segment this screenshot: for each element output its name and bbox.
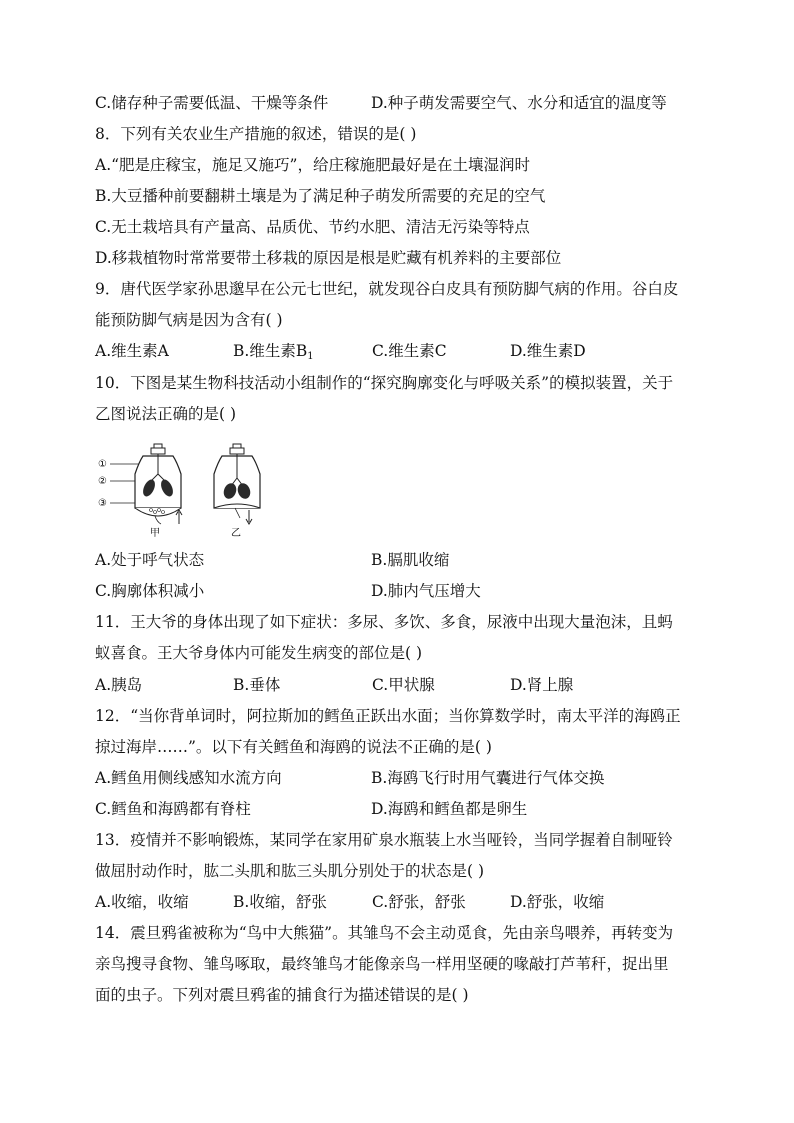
fig-label-2: ②: [98, 476, 107, 487]
q11-option-d: D.肾上腺: [510, 676, 574, 694]
q10-option-a: A.处于呼气状态: [95, 551, 205, 569]
q11-option-a: A.胰岛: [95, 676, 143, 694]
q10-option-d: D.肺内气压增大: [371, 582, 481, 600]
q8-option-c: C.无土栽培具有产量高、品质优、节约水肥、清洁无污染等特点: [95, 218, 530, 236]
q9-option-b-subscript: 1: [307, 351, 314, 362]
q12-option-b: B.海鸥飞行时用气囊进行气体交换: [371, 769, 605, 787]
q10-option-b: B.膈肌收缩: [371, 551, 450, 569]
q8-option-a: A.“肥是庄稼宝，施足又施巧”，给庄稼施肥最好是在土壤湿润时: [95, 156, 530, 174]
q12-stem-line1: 12．“当你背单词时，阿拉斯加的鳕鱼正跃出水面；当你算数学时，南太平洋的海鸥正: [95, 707, 681, 725]
q8-option-b: B.大豆播种前要翻耕土壤是为了满足种子萌发所需要的充足的空气: [95, 187, 546, 205]
q11-stem-line1: 11．王大爷的身体出现了如下症状：多尿、多饮、多食，尿液中出现大量泡沫，且蚂: [95, 613, 673, 631]
q13-option-c: C.舒张，舒张: [372, 893, 466, 911]
q9-stem-line1: 9．唐代医学家孙思邈早在公元七世纪，就发现谷白皮具有预防脚气病的作用。谷白皮: [95, 280, 679, 298]
q12-option-c: C.鳕鱼和海鸥都有脊柱: [95, 800, 251, 818]
q12-option-a: A.鳕鱼用侧线感知水流方向: [95, 769, 282, 787]
q12-stem-line2: 掠过海岸……”。以下有关鳕鱼和海鸥的说法不正确的是( ): [95, 738, 492, 756]
q10-stem-line2: 乙图说法正确的是( ): [95, 405, 237, 423]
q8-stem: 8．下列有关农业生产措施的叙述，错误的是( ): [95, 125, 417, 143]
fig-caption-jia: 甲: [150, 528, 160, 539]
q13-option-a: A.收缩，收缩: [95, 893, 189, 911]
fig-caption-yi: 乙: [231, 528, 241, 539]
q8-option-d: D.移栽植物时常常要带土移栽的原因是根是贮藏有机养料的主要部位: [95, 249, 562, 267]
q9-option-a: A.维生素A: [95, 342, 169, 360]
fig-label-3: ③: [98, 498, 107, 509]
q12-option-d: D.海鸥和鳕鱼都是卵生: [371, 800, 528, 818]
q9-option-b-text: B.维生素B: [233, 342, 308, 360]
q11-option-c: C.甲状腺: [372, 676, 435, 694]
q9-option-c: C.维生素C: [372, 342, 447, 360]
q13-stem-line1: 13．疫情并不影响锻炼，某同学在家用矿泉水瓶装上水当哑铃，当同学握着自制哑铃: [95, 831, 673, 849]
jar-yi: [214, 444, 260, 539]
q10-stem-line1: 10．下图是某生物科技活动小组制作的“探究胸廓变化与呼吸关系”的模拟装置，关于: [95, 374, 674, 392]
jar-jia: [135, 444, 182, 539]
q9-stem-line2: 能预防脚气病是因为含有( ): [95, 311, 283, 329]
fig-label-1: ①: [98, 459, 107, 470]
q11-stem-line2: 蚁喜食。王大爷身体内可能发生病变的部位是( ): [95, 644, 423, 662]
q9-option-b: [233, 341, 314, 367]
q7-option-c: C.储存种子需要低温、干燥等条件: [95, 94, 329, 112]
q14-stem-line1: 14．震旦鸦雀被称为“鸟中大熊猫”。其雏鸟不会主动觅食，先由亲鸟喂养，再转变为: [95, 924, 674, 942]
q9-option-d: D.维生素D: [510, 342, 586, 360]
breathing-model-figure: [95, 440, 275, 540]
q13-stem-line2: 做屈肘动作时，肱二头肌和肱三头肌分别处于的状态是( ): [95, 862, 485, 880]
q11-option-b: B.垂体: [233, 676, 281, 694]
q14-stem-line2: 亲鸟搜寻食物、雏鸟啄取，最终雏鸟才能像亲鸟一样用坚硬的喙敲打芦苇秆，捉出里: [95, 955, 669, 973]
q7-option-d: D.种子萌发需要空气、水分和适宜的温度等: [371, 94, 667, 112]
q13-option-b: B.收缩，舒张: [233, 893, 327, 911]
q10-option-c: C.胸廓体积减小: [95, 582, 205, 600]
q13-option-d: D.舒张，收缩: [510, 893, 605, 911]
q14-stem-line3: 面的虫子。下列对震旦鸦雀的捕食行为描述错误的是( ): [95, 986, 469, 1004]
